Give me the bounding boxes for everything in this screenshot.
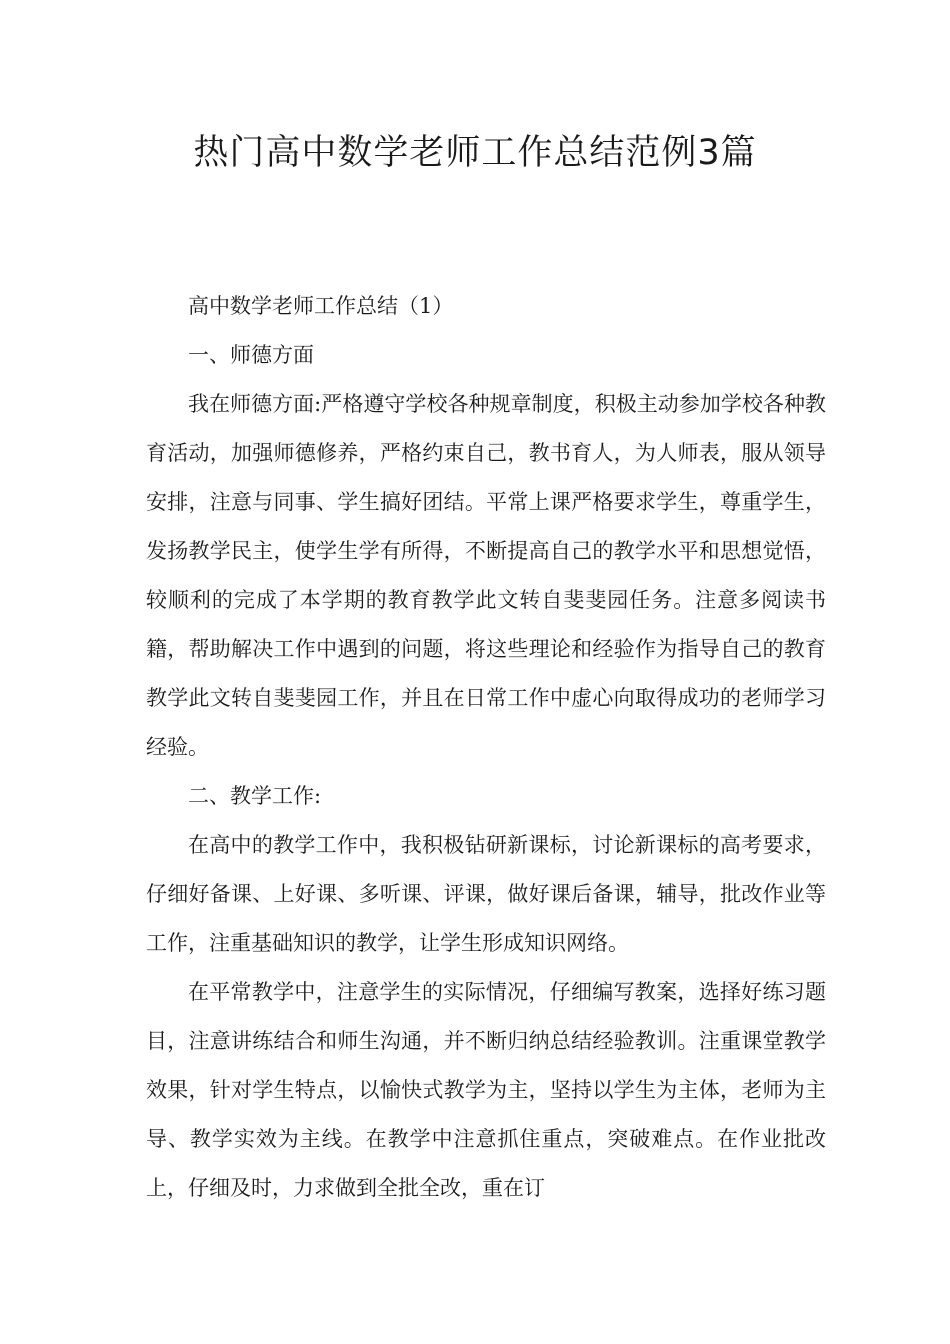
section-heading-teaching: 二、教学工作: [188, 784, 322, 808]
section-heading-ethics: 一、师德方面 [188, 343, 314, 367]
paragraph-teaching-1: 在高中的教学工作中，我积极钻研新课标，讨论新课标的高考要求，仔细好备课、上好课、多听课、评课，做好课后备课，辅导，批改作业等工作，注重基础知识的教学，让学生形成知识网络。 [146, 833, 826, 955]
document-body [146, 282, 826, 1213]
document-title: 热门高中数学老师工作总结范例3篇 [193, 133, 757, 173]
paragraph-ethics: 我在师德方面:严格遵守学校各种规章制度，积极主动参加学校各种教育活动，加强师德修养，严格约束自己，教书育人，为人师表，服从领导安排，注意与同事、学生搞好团结。平常上课严格要求学生，尊重学生，发扬教学民主，使学生学有所得，不断提高自己的教学水平和思想觉悟，较顺利的完成了本学期的教育教学此文转自斐斐园任务。注意多阅读书籍，帮助解决工作中遇到的问题，将这些理论和经验作为指导自己的教育教学此文转自斐斐园工作，并且在日常工作中虚心向取得成功的老师学习经验。 [146, 392, 826, 759]
paragraph-teaching-2: 在平常教学中，注意学生的实际情况，仔细编写教案，选择好练习题目，注意讲练结合和师生沟通，并不断归纳总结经验教训。注重课堂教学效果，针对学生特点，以愉快式教学为主，坚持以学生为主体，老师为主导、教学实效为主线。在教学中注意抓住重点，突破难点。在作业批改上，仔细及时，力求做到全批全改，重在订 [146, 980, 826, 1200]
section-heading-summary-1: 高中数学老师工作总结（1） [188, 294, 454, 318]
